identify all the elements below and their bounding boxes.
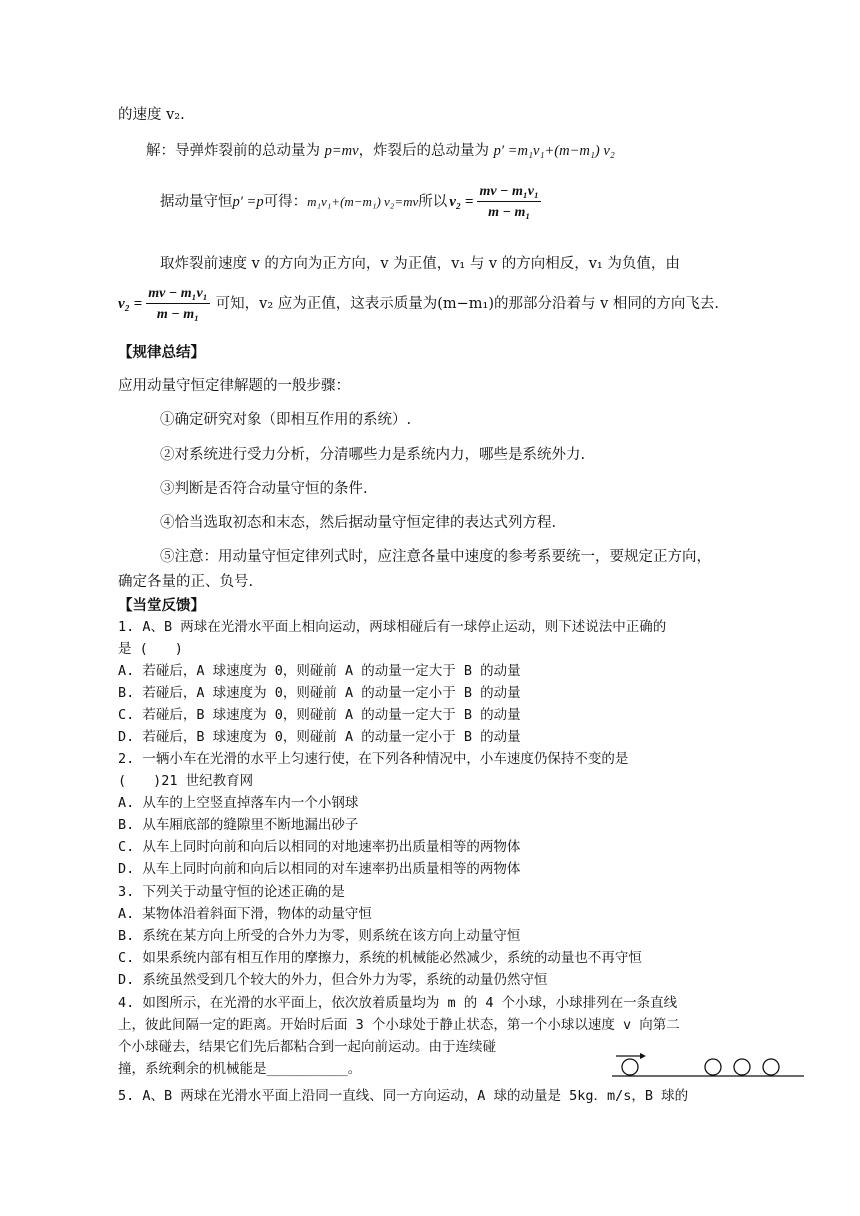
question-1: 1. A、B 两球在光滑水平面上相向运动，两球相碰后有一球停止运动，则下述说法中正确的 (118, 619, 667, 635)
section-heading: 【规律总结】 (118, 344, 205, 361)
text-segment: 可知，v₂ 应为正值，这表示质量为(m−m₁)的那部分沿着与 v 相同的方向飞去. (215, 296, 720, 312)
fraction-denominator: m − m₁ (488, 205, 531, 220)
list-item: ⑤注意：用动量守恒定律列式时，应注意各量中速度的参考系要统一，要规定正方向， (160, 549, 711, 565)
list-item: ③判断是否符合动量守恒的条件. (160, 481, 368, 497)
text-line: 的速度 v₂. (118, 107, 185, 123)
option-a: A. 从车的上空竖直掉落车内一个小钢球 (118, 795, 359, 811)
question-5: 5. A、B 两球在光滑水平面上沿同一直线、同一方向运动，A 球的动量是 5kg．m/s，B 球的 (118, 1088, 689, 1104)
text-segment: 据动量守恒 (160, 194, 233, 210)
section-heading: 【当堂反馈】 (118, 597, 205, 614)
option-c: C. 从车上同时向前和向后以相同的对地速率扔出质量相等的两物体 (118, 839, 521, 855)
question-1-cont: 是 ( ) (118, 641, 183, 657)
fraction-lhs: v₂ = (449, 194, 474, 210)
formula: p′ =p (232, 194, 264, 210)
option-c: C. 如果系统内部有相互作用的摩擦力，系统的机械能必然减少，系统的动量也不再守恒 (118, 950, 642, 966)
fraction-lhs: v₂ = (118, 296, 143, 312)
ball-3 (734, 1059, 750, 1075)
formula: p=mv (324, 143, 359, 159)
option-a: A. 某物体沿着斜面下滑，物体的动量守恒 (118, 906, 372, 922)
question-4: 4. 如图所示，在光滑的水平面上，依次放着质量均为 m 的 4 个小球，小球排列在一条直线 (118, 995, 678, 1011)
text-line: 应用动量守恒定律解题的一般步骤： (118, 378, 350, 394)
fraction-denominator: m − m₁ (156, 307, 199, 322)
solution-line (146, 141, 615, 161)
text-segment: ，炸裂后的总动量为 (358, 143, 494, 159)
formula: p′ =m₁v₁+(m−m₁) v₂ (493, 143, 615, 159)
question-4-cont: 个小球碰去，结果它们先后都粘合到一起向前运动。由于连续碰 (118, 1039, 496, 1055)
ball-2 (705, 1059, 721, 1075)
equation-line (118, 282, 719, 326)
question-2: 2. 一辆小车在光滑的水平上匀速行使，在下列各种情况中，小车速度仍保持不变的是 (118, 751, 629, 767)
fraction (146, 285, 209, 323)
text-segment: 所以 (418, 194, 448, 210)
option-d: D. 系统虽然受到几个较大的外力，但合外力为零，系统的动量仍然守恒 (118, 972, 548, 988)
list-item: ②对系统进行受力分析，分清哪些力是系统内力，哪些是系统外力. (160, 447, 586, 463)
option-c: C. 若碰后，B 球速度为 0，则碰前 A 的动量一定大于 B 的动量 (118, 707, 521, 723)
option-b: B. 系统在某方向上所受的合外力为零，则系统在该方向上动量守恒 (118, 928, 521, 944)
list-item: ④恰当选取初态和末态，然后据动量守恒定律的表达式列方程. (160, 515, 557, 531)
option-b: B. 从车厢底部的缝隙里不断地漏出砂子 (118, 817, 359, 833)
list-item-continuation: 确定各量的正、负号. (118, 574, 254, 590)
ball-1 (622, 1059, 638, 1075)
list-item: ①确定研究对象（即相互作用的系统）. (160, 412, 412, 428)
fraction-numerator: mv − m₁v₁ (477, 183, 540, 202)
option-d: D. 从车上同时向前和向后以相同的对车速率扔出质量相等的两物体 (118, 861, 521, 877)
option-b: B. 若碰后，A 球速度为 0，则碰前 A 的动量一定小于 B 的动量 (118, 685, 521, 701)
question-4-cont: 上，彼此间隔一定的距离。开始时后面 3 个小球处于静止状态，第一个小球以速度 v 向第二 (118, 1017, 680, 1033)
question-4-cont: 撞，系统剩余的机械能是__________。 (118, 1061, 362, 1077)
text-segment: 解：导弹炸裂前的总动量为 (146, 143, 325, 159)
equation-line (160, 180, 541, 224)
text-segment: 可得： (263, 194, 308, 210)
question-3: 3. 下列关于动量守恒的论述正确的是 (118, 884, 345, 900)
arrow-head-icon (640, 1053, 646, 1059)
fraction (477, 183, 540, 221)
option-d: D. 若碰后，B 球速度为 0，则碰前 A 的动量一定小于 B 的动量 (118, 729, 521, 745)
formula: m₁v₁+(m−m₁) v₂=mv (307, 194, 419, 209)
balls-diagram (612, 1053, 804, 1079)
option-a: A. 若碰后，A 球速度为 0，则碰前 A 的动量一定大于 B 的动量 (118, 663, 521, 679)
ball-4 (763, 1059, 779, 1075)
fraction-numerator: mv − m₁v₁ (146, 285, 209, 304)
text-line: 取炸裂前速度 v 的方向为正方向，v 为正值，v₁ 与 v 的方向相反，v₁ 为负值，由 (160, 256, 680, 272)
question-2-cont: ( )21 世纪教育网 (118, 773, 254, 789)
